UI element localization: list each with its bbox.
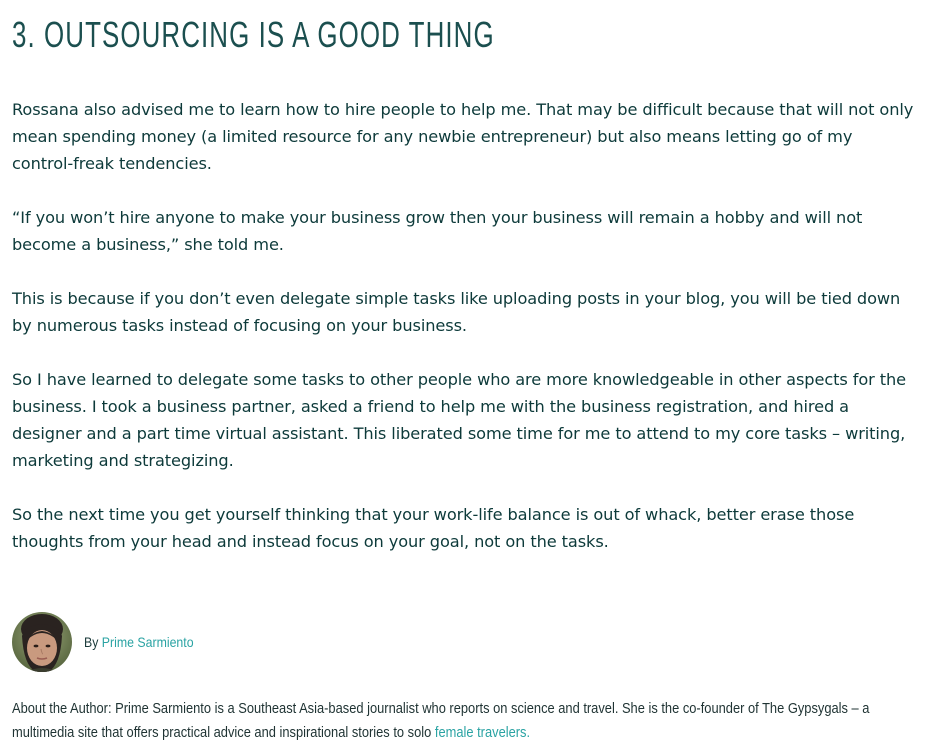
section-heading: 3. OUTSOURCING IS A GOOD THING: [12, 14, 495, 55]
author-avatar[interactable]: [12, 612, 72, 672]
author-byline: [84, 634, 194, 650]
author-name-link[interactable]: Prime Sarmiento: [101, 634, 194, 650]
paragraph: “If you won’t hire anyone to make your business grow then your business will remain a hobby and will not become a business,” she told me.: [12, 208, 863, 254]
paragraph: So I have learned to delegate some tasks to other people who are more knowledgeable in other aspects for the business. I took a business partner, asked a friend to help me with the business registration, and hired a designer and a part time virtual assistant. This liberated some time for me to attend to my core tasks – writing, marketing and strategizing.: [12, 370, 907, 470]
author-box: [12, 612, 209, 672]
author-photo: [12, 612, 72, 672]
paragraph: So the next time you get yourself thinking that your work-life balance is out of whack, better erase those thoughts from your head and instead focus on your goal, not on the tasks.: [12, 505, 855, 551]
byline-prefix: By: [84, 634, 99, 650]
paragraph: Rossana also advised me to learn how to hire people to help me. That may be difficult because that will not only mean spending money (a limited resource for any newbie entrepreneur) but also means letting go of my control-freak tendencies.: [12, 100, 914, 173]
about-author: [12, 697, 916, 745]
paragraph: This is because if you don’t even delegate simple tasks like uploading posts in your blog, you will be tied down by numerous tasks instead of focusing on your business.: [12, 289, 901, 335]
about-author-text: About the Author: Prime Sarmiento is a Southeast Asia-based journalist who reports on science and travel. She is the co-founder of The Gypsygals – a multimedia site that offers practical advice and inspirational stories to solo: [12, 701, 870, 741]
female-travelers-link[interactable]: female travelers.: [434, 725, 531, 741]
